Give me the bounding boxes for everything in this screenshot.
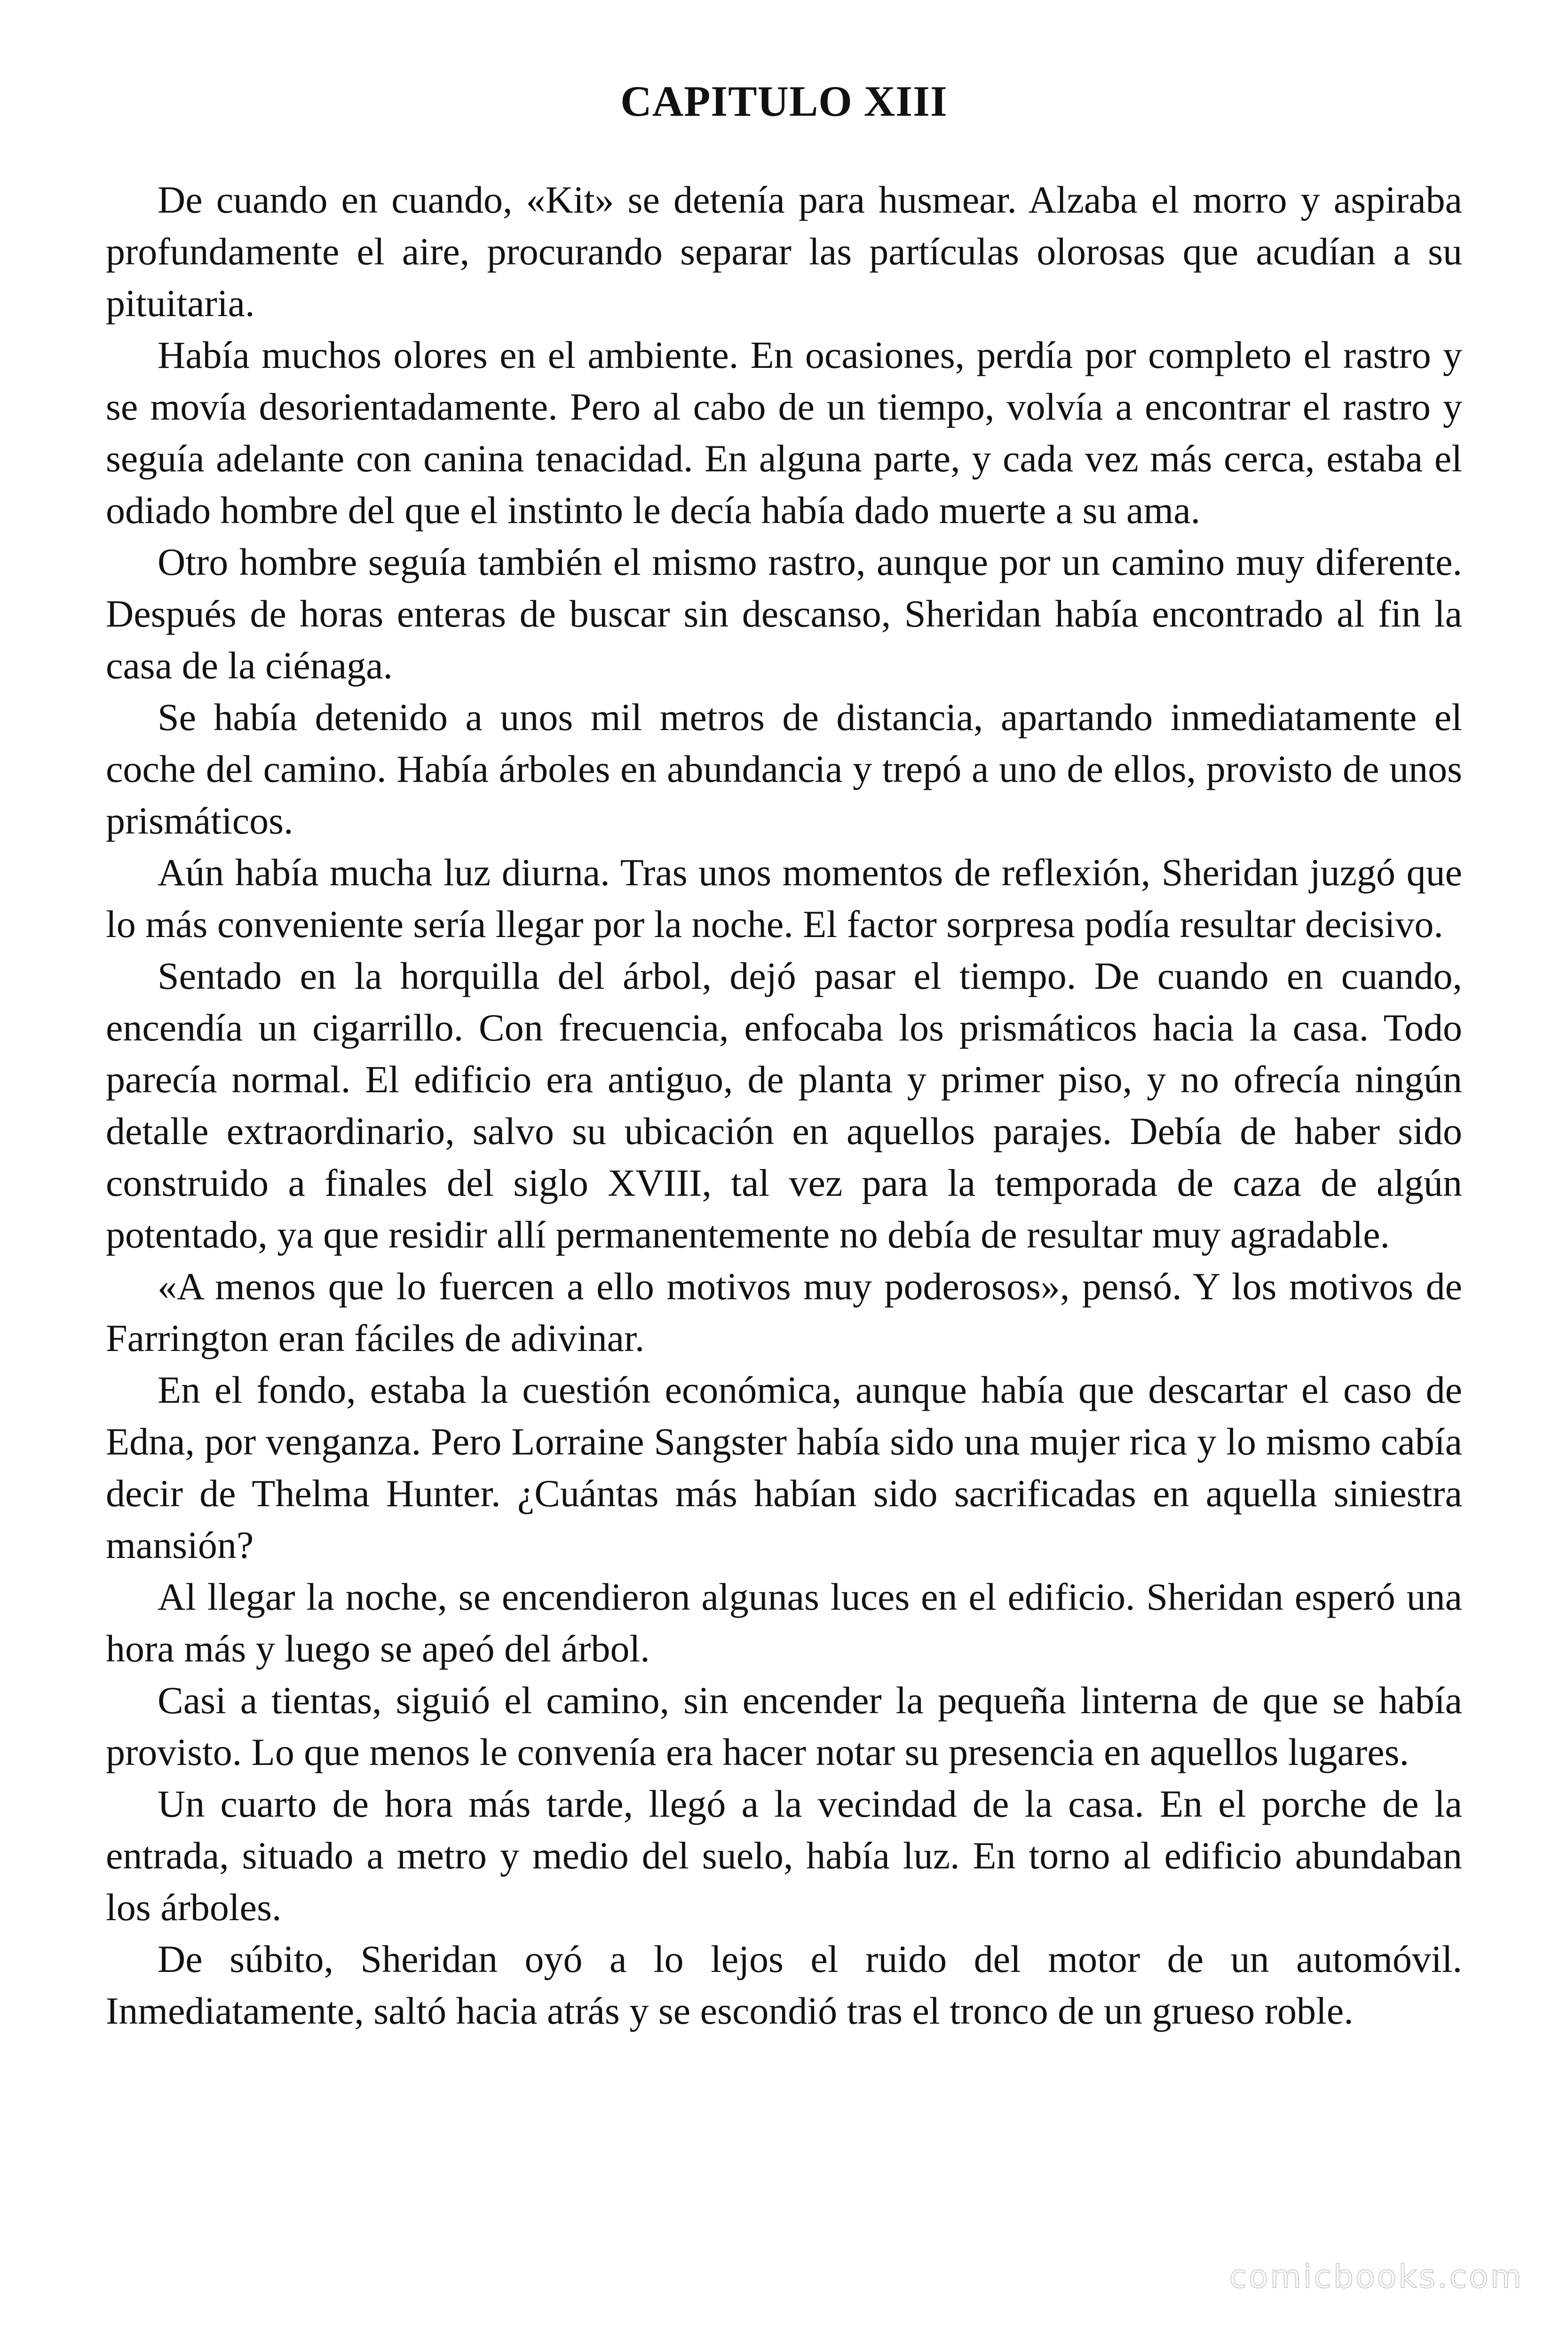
chapter-title: CAPITULO XIII [620,77,948,125]
paragraph: En el fondo, estaba la cuestión económica, aunque había que descartar el caso de Edna, por venganza. Pero Lorraine Sangster había sido una mujer rica y lo mismo cabía decir de Thelma Hunter. ¿Cuántas más habían sido sacrificadas en aquella siniestra mansión? [106,1368,1462,1566]
paragraph: Otro hombre seguía también el mismo rastro, aunque por un camino muy diferente. Después de horas enteras de buscar sin descanso, Sheridan había encontrado al fin la casa de la ciénaga. [106,540,1462,687]
paragraph: Había muchos olores en el ambiente. En ocasiones, perdía por completo el rastro y se movía desorientadamente. Pero al cabo de un tiempo, volvía a encontrar el rastro y seguía adelante con canina tenacidad. En alguna parte, y cada vez más cerca, estaba el odiado hombre del que el instinto le decía había dado muerte a su ama. [106,334,1462,532]
paragraph: De cuando en cuando, «Kit» se detenía para husmear. Alzaba el morro y aspiraba profundamente el aire, procurando separar las partículas olorosas que acudían a su pituitaria. [106,178,1462,325]
paragraph: Casi a tientas, siguió el camino, sin encender la pequeña linterna de que se había provisto. Lo que menos le convenía era hacer notar su presencia en aquellos lugares. [106,1679,1462,1773]
paragraph: Sentado en la horquilla del árbol, dejó pasar el tiempo. De cuando en cuando, encendía un cigarrillo. Con frecuencia, enfocaba los prismáticos hacia la casa. Todo parecía normal. El edificio era antiguo, de planta y primer piso, y no ofrecía ningún detalle extraordinario, salvo su ubicación en aquellos parajes. Debía de haber sido construido a finales del siglo XVIII, tal vez para la temporada de caza de algún potentado, ya que residir allí permanentemente no debía de resultar muy agradable. [106,954,1462,1256]
paragraph: Se había detenido a unos mil metros de distancia, apartando inmediatamente el coche del camino. Había árboles en abundancia y trepó a uno de ellos, provisto de unos prismáticos. [106,696,1462,842]
paragraph: Aún había mucha luz diurna. Tras unos momentos de reflexión, Sheridan juzgó que lo más conveniente sería llegar por la noche. El factor sorpresa podía resultar decisivo. [106,851,1462,946]
paragraph: Al llegar la noche, se encendieron algunas luces en el edificio. Sheridan esperó una hora más y luego se apeó del árbol. [106,1575,1462,1670]
paragraph: De súbito, Sheridan oyó a lo lejos el ruido del motor de un automóvil. Inmediatamente, saltó hacia atrás y se escondió tras el tronco de un grueso roble. [106,1938,1462,2032]
paragraph: Un cuarto de hora más tarde, llegó a la vecindad de la casa. En el porche de la entrada, situado a metro y medio del suelo, había luz. En torno al edificio abundaban los árboles. [106,1782,1462,1929]
watermark: comicbooks.com [1229,2258,1523,2296]
chapter-body [106,174,1462,2037]
paragraph: «A menos que lo fuercen a ello motivos muy poderosos», pensó. Y los motivos de Farrington eran fáciles de adivinar. [106,1265,1462,1359]
